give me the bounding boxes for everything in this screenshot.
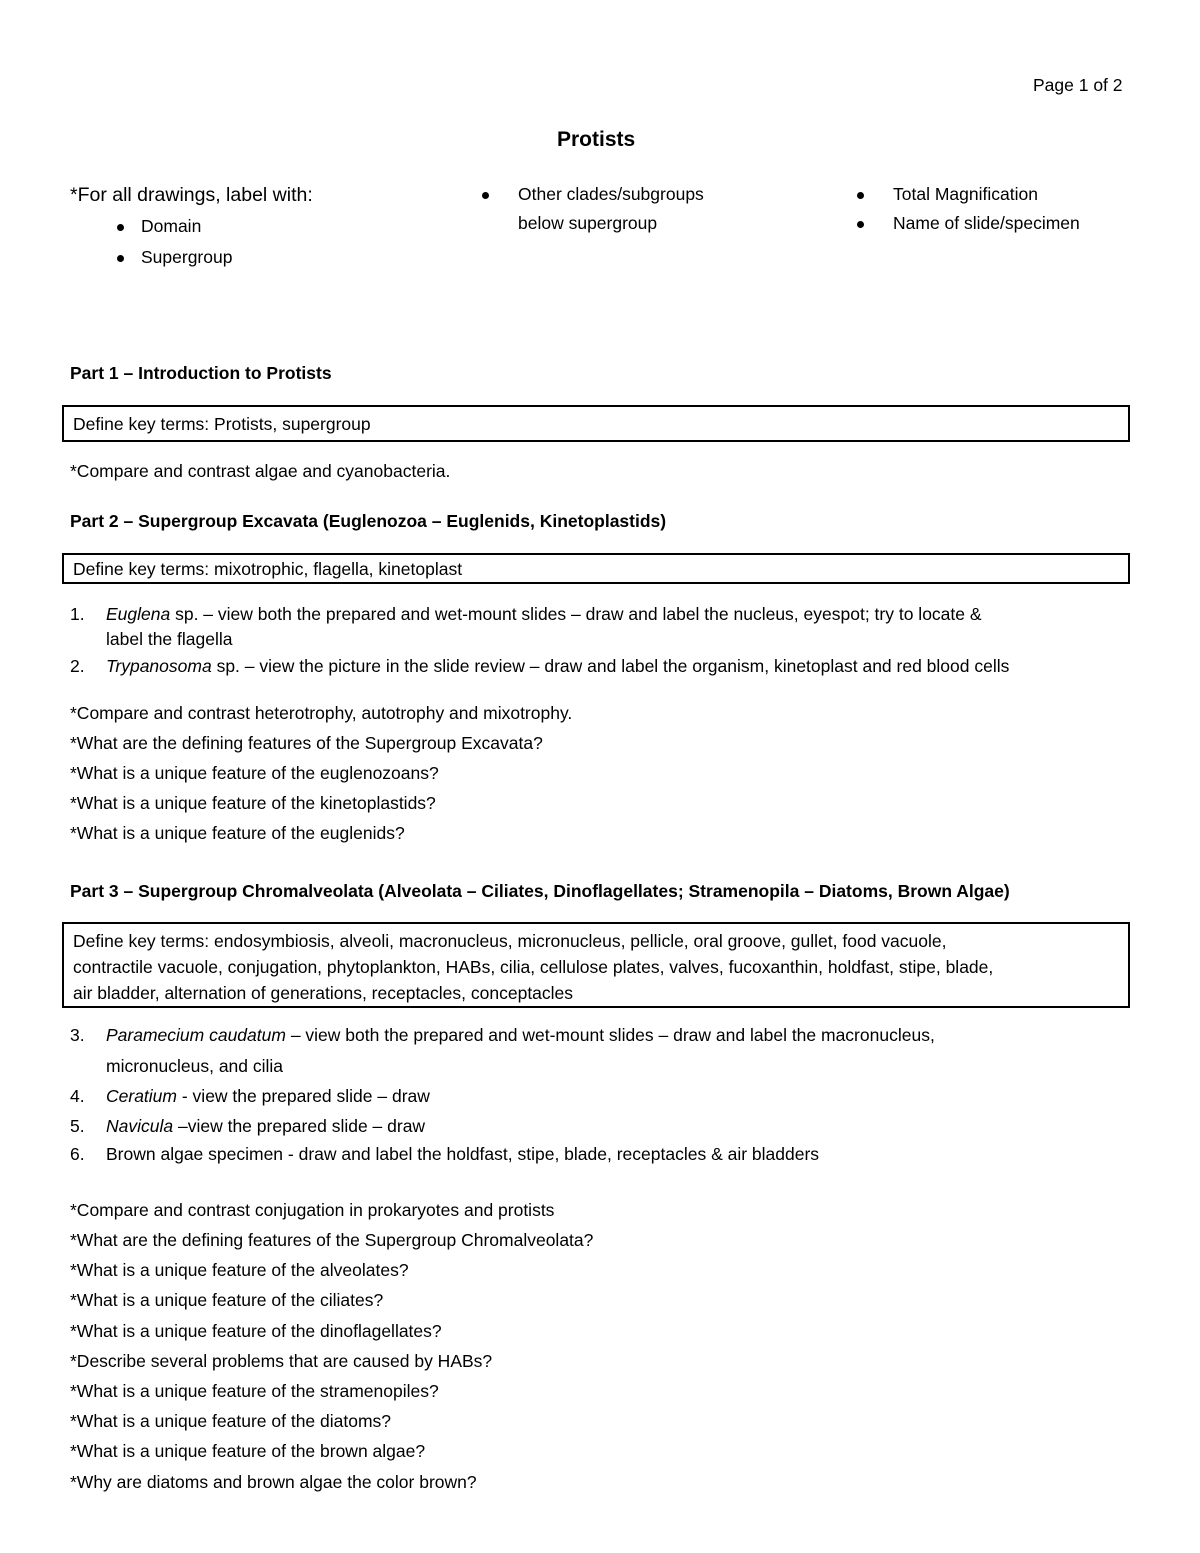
question: *What are the defining features of the Supergroup Excavata? — [70, 733, 543, 753]
bullet — [857, 192, 864, 199]
item-text: sp. – view the picture in the slide review – draw and label the organism, kinetoplast and red blood cells — [211, 656, 1010, 676]
page-number: Page 1 of 2 — [1033, 75, 1123, 95]
question: *What is a unique feature of the euglenozoans? — [70, 763, 439, 783]
question: *What are the defining features of the Supergroup Chromalveolata? — [70, 1230, 594, 1250]
list-number: 3. — [70, 1025, 85, 1045]
part3-key-terms-box — [62, 922, 1130, 1008]
question: *Compare and contrast heterotrophy, autotrophy and mixotrophy. — [70, 703, 573, 723]
page-title: Protists — [557, 128, 636, 151]
item-text: –view the prepared slide – draw — [173, 1116, 426, 1136]
key-terms-text: Define key terms: Protists, supergroup — [73, 414, 371, 434]
question: *Compare and contrast algae and cyanobacteria. — [70, 461, 451, 481]
part1-heading: Part 1 – Introduction to Protists — [70, 363, 332, 383]
question: *What is a unique feature of the alveolates? — [70, 1260, 409, 1280]
question: *Describe several problems that are caused by HABs? — [70, 1351, 493, 1371]
list-number: 4. — [70, 1086, 85, 1106]
list-item — [106, 1025, 935, 1046]
list-item — [106, 656, 1009, 677]
part3-heading: Part 3 – Supergroup Chromalveolata (Alveolata – Ciliates, Dinoflagellates; Stramenopila – Diatoms, Brown Algae) — [70, 881, 1010, 901]
list-number: 1. — [70, 604, 85, 624]
bullet — [482, 192, 489, 199]
question: *What is a unique feature of the brown algae? — [70, 1441, 426, 1461]
item-text: – view both the prepared and wet-mount slides – draw and label the macronucleus, — [285, 1025, 935, 1045]
list-item — [106, 1144, 819, 1165]
bullet — [117, 255, 124, 262]
question: *What is a unique feature of the stramenopiles? — [70, 1381, 439, 1401]
list-item — [106, 604, 982, 625]
part1-key-terms-box — [62, 405, 1130, 442]
list-item — [106, 1086, 430, 1107]
key-terms-text: air bladder, alternation of generations, receptacles, conceptacles — [73, 983, 574, 1003]
part2-heading: Part 2 – Supergroup Excavata (Euglenozoa – Euglenids, Kinetoplastids) — [70, 511, 667, 531]
label-item: below supergroup — [518, 213, 658, 233]
question: *What is a unique feature of the ciliates? — [70, 1290, 384, 1310]
question: *Compare and contrast conjugation in prokaryotes and protists — [70, 1200, 555, 1220]
key-terms-text: Define key terms: mixotrophic, flagella, kinetoplast — [73, 559, 463, 579]
label-item: Total Magnification — [893, 184, 1038, 204]
label-item: Domain — [141, 216, 202, 236]
list-number: 6. — [70, 1144, 85, 1164]
species-name: Paramecium caudatum — [106, 1025, 286, 1045]
label-item: Name of slide/specimen — [893, 213, 1080, 233]
item-text: sp. – view both the prepared and wet-mount slides – draw and label the nucleus, eyespot; try to locate & — [170, 604, 982, 624]
item-text: - view the prepared slide – draw — [177, 1086, 430, 1106]
bullet — [857, 221, 864, 228]
list-item-continuation: micronucleus, and cilia — [106, 1056, 284, 1076]
part2-key-terms-box — [62, 553, 1130, 584]
list-item-continuation: label the flagella — [106, 629, 233, 649]
question: *What is a unique feature of the dinoflagellates? — [70, 1321, 442, 1341]
item-text: Brown algae specimen - draw and label the holdfast, stipe, blade, receptacles & air bladders — [106, 1144, 820, 1164]
key-terms-text: contractile vacuole, conjugation, phytoplankton, HABs, cilia, cellulose plates, valves, fucoxanthin, holdfast, stipe, blade, — [73, 957, 994, 977]
list-item — [106, 1116, 425, 1137]
instructions-heading: *For all drawings, label with: — [70, 184, 313, 206]
label-item: Other clades/subgroups — [518, 184, 704, 204]
question: *What is a unique feature of the euglenids? — [70, 823, 405, 843]
bullet — [117, 224, 124, 231]
species-name: Euglena — [106, 604, 171, 624]
key-terms-text: Define key terms: endosymbiosis, alveoli, macronucleus, micronucleus, pellicle, oral groove, gullet, food vacuole, — [73, 931, 947, 951]
species-name: Navicula — [106, 1116, 174, 1136]
label-item: Supergroup — [141, 247, 233, 267]
list-number: 2. — [70, 656, 85, 676]
species-name: Trypanosoma — [106, 656, 212, 676]
species-name: Ceratium — [106, 1086, 177, 1106]
question: *Why are diatoms and brown algae the color brown? — [70, 1472, 477, 1492]
question: *What is a unique feature of the kinetoplastids? — [70, 793, 436, 813]
list-number: 5. — [70, 1116, 85, 1136]
question: *What is a unique feature of the diatoms? — [70, 1411, 392, 1431]
